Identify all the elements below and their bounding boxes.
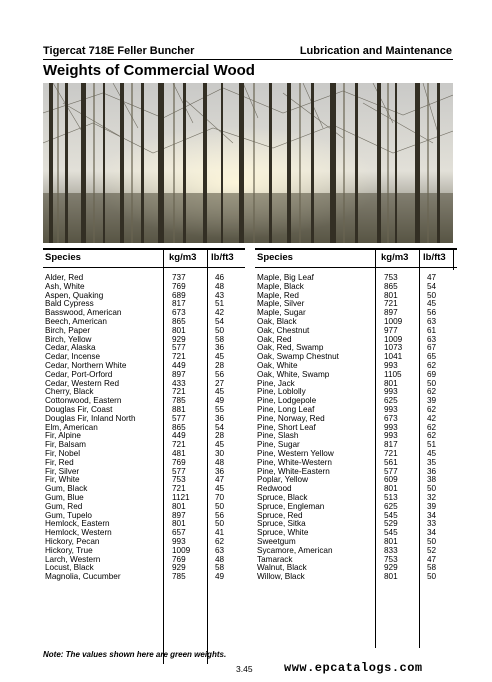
lbft3-cell: 47: [427, 554, 437, 564]
forest-photo: [43, 83, 453, 243]
kgm3-cell: 801: [384, 378, 398, 388]
lbft3-cell: 27: [215, 378, 225, 388]
kgm3-cell: 545: [384, 528, 398, 538]
species-cell: Walnut, Black: [257, 563, 307, 573]
species-cell: Oak, Chestnut: [257, 325, 310, 335]
lbft3-cell: 34: [427, 510, 437, 520]
page-number: 3.45: [236, 664, 253, 674]
species-cell: Maple, Big Leaf: [257, 273, 314, 282]
species-cell: Aspen, Quaking: [45, 290, 104, 300]
species-cell: Redwood: [257, 484, 292, 494]
lbft3-cell: 47: [427, 273, 437, 282]
kgm3-cell: 817: [172, 299, 186, 309]
kgm3-cell: 769: [172, 457, 186, 467]
species-cell: Fir, Balsam: [45, 440, 86, 450]
lbft3-cell: 62: [427, 387, 437, 397]
kgm3-cell: 673: [384, 413, 398, 423]
species-cell: Spruce, Sitka: [257, 519, 306, 529]
species-cell: Cherry, Black: [45, 387, 94, 397]
species-cell: Maple, Red: [257, 290, 299, 300]
lbft3-cell: 69: [427, 369, 437, 379]
lbft3-cell: 50: [427, 290, 437, 300]
col-species-header: Species: [45, 252, 81, 263]
lbft3-cell: 63: [427, 334, 437, 344]
kgm3-cell: 801: [384, 290, 398, 300]
lbft3-cell: 50: [215, 325, 225, 335]
lbft3-cell: 51: [215, 299, 225, 309]
lbft3-cell: 58: [215, 334, 225, 344]
species-cell: Alder, Red: [45, 273, 84, 282]
kgm3-cell: 753: [384, 554, 398, 564]
kgm3-cell: 865: [172, 422, 186, 432]
lbft3-cell: 45: [215, 440, 225, 450]
kgm3-cell: 977: [384, 325, 398, 335]
species-cell: Basswood, American: [45, 308, 122, 318]
kgm3-cell: 433: [172, 378, 186, 388]
lbft3-cell: 58: [427, 563, 437, 573]
species-cell: Ash, White: [45, 281, 85, 291]
lbft3-cell: 39: [427, 396, 437, 406]
kgm3-cell: 1105: [384, 369, 402, 379]
species-cell: Pine, White-Western: [257, 457, 332, 467]
lbft3-cell: 50: [427, 484, 437, 494]
lbft3-cell: 41: [215, 528, 225, 538]
kgm3-cell: 529: [384, 519, 398, 529]
lbft3-cell: 67: [427, 343, 437, 353]
kgm3-cell: 625: [384, 501, 398, 511]
col-lbft3-header: lb/ft3: [211, 252, 234, 263]
species-cell: Maple, Black: [257, 281, 304, 291]
lbft3-cell: 62: [427, 431, 437, 441]
kgm3-cell: 721: [172, 440, 186, 450]
kgm3-cell: 753: [172, 475, 186, 485]
kgm3-cell: 721: [384, 448, 398, 458]
kgm3-cell: 929: [384, 563, 398, 573]
species-cell: Cedar, Western Red: [45, 378, 120, 388]
kgm3-cell: 897: [172, 510, 186, 520]
species-cell: Cedar, Alaska: [45, 343, 96, 353]
kgm3-cell: 769: [172, 554, 186, 564]
lbft3-cell: 50: [427, 572, 437, 582]
lbft3-cell: 45: [215, 484, 225, 494]
kgm3-cell: 449: [172, 431, 186, 441]
species-cell: Pine, Norway, Red: [257, 413, 325, 423]
lbft3-cell: 39: [427, 501, 437, 511]
species-cell: Douglas Fir, Coast: [45, 404, 113, 414]
lbft3-cell: 35: [427, 457, 437, 467]
kgm3-cell: 993: [172, 536, 186, 546]
lbft3-cell: 49: [215, 396, 225, 406]
species-cell: Locust, Black: [45, 563, 94, 573]
lbft3-cell: 62: [427, 360, 437, 370]
kgm3-cell: 801: [172, 519, 186, 529]
lbft3-cell: 30: [215, 448, 225, 458]
weights-table-left: [43, 248, 245, 582]
lbft3-cell: 54: [427, 281, 437, 291]
species-cell: Oak, White, Swamp: [257, 369, 330, 379]
species-cell: Bald Cypress: [45, 299, 94, 309]
species-cell: Fir, Alpine: [45, 431, 81, 441]
species-cell: Oak, Red: [257, 334, 292, 344]
species-cell: Pine, Western Yellow: [257, 448, 334, 458]
kgm3-cell: 1009: [384, 316, 403, 326]
header-left: Tigercat 718E Feller Buncher: [43, 45, 195, 57]
kgm3-cell: 609: [384, 475, 398, 485]
lbft3-cell: 52: [427, 545, 437, 555]
species-cell: Hemlock, Western: [45, 528, 112, 538]
weights-table-right: [255, 248, 457, 582]
species-cell: Magnolia, Cucumber: [45, 572, 121, 582]
lbft3-cell: 48: [215, 457, 225, 467]
kgm3-cell: 1041: [384, 352, 403, 362]
lbft3-cell: 32: [427, 492, 437, 502]
kgm3-cell: 881: [172, 404, 186, 414]
kgm3-cell: 1009: [384, 334, 403, 344]
table-header: [43, 248, 245, 268]
column-divider: [453, 248, 454, 270]
lbft3-cell: 63: [427, 316, 437, 326]
lbft3-cell: 36: [215, 466, 225, 476]
lbft3-cell: 47: [215, 475, 225, 485]
kgm3-cell: 993: [384, 431, 398, 441]
header-right: Lubrication and Maintenance: [299, 45, 452, 57]
species-cell: Pine, Long Leaf: [257, 404, 315, 414]
species-cell: Oak, Red, Swamp: [257, 343, 324, 353]
species-cell: Spruce, Engleman: [257, 501, 325, 511]
kgm3-cell: 689: [172, 290, 186, 300]
species-cell: Hemlock, Eastern: [45, 519, 110, 529]
lbft3-cell: 42: [215, 308, 225, 318]
kgm3-cell: 577: [172, 413, 186, 423]
kgm3-cell: 929: [172, 334, 186, 344]
lbft3-cell: 56: [427, 308, 437, 318]
species-cell: Spruce, Black: [257, 492, 308, 502]
species-cell: Maple, Silver: [257, 299, 305, 309]
table-header: [255, 248, 457, 268]
kgm3-cell: 833: [384, 545, 398, 555]
species-cell: Pine, White-Eastern: [257, 466, 330, 476]
lbft3-cell: 61: [427, 325, 437, 335]
species-cell: Pine, Lodgepole: [257, 396, 317, 406]
species-cell: Cedar, Port-Orford: [45, 369, 113, 379]
kgm3-cell: 721: [172, 387, 186, 397]
kgm3-cell: 625: [384, 396, 398, 406]
kgm3-cell: 577: [172, 466, 186, 476]
lbft3-cell: 33: [427, 519, 437, 529]
species-cell: Pine, Loblolly: [257, 387, 306, 397]
species-cell: Oak, Black: [257, 316, 297, 326]
species-cell: Pine, Jack: [257, 378, 295, 388]
species-cell: Fir, Silver: [45, 466, 80, 476]
kgm3-cell: 993: [384, 360, 398, 370]
species-cell: Fir, White: [45, 475, 80, 485]
header-rule: [43, 59, 453, 60]
kgm3-cell: 1121: [172, 492, 190, 502]
kgm3-cell: 1073: [384, 343, 403, 353]
lbft3-cell: 62: [427, 404, 437, 414]
kgm3-cell: 673: [172, 308, 186, 318]
lbft3-cell: 36: [215, 343, 225, 353]
lbft3-cell: 65: [427, 352, 437, 362]
kgm3-cell: 801: [172, 325, 186, 335]
lbft3-cell: 54: [215, 316, 225, 326]
species-cell: Gum, Tupelo: [45, 510, 92, 520]
species-cell: Spruce, White: [257, 528, 309, 538]
table-body: [255, 274, 457, 582]
lbft3-cell: 34: [427, 528, 437, 538]
lbft3-cell: 48: [215, 554, 225, 564]
page-title: Weights of Commercial Wood: [43, 62, 255, 79]
kgm3-cell: 721: [172, 484, 186, 494]
col-species-header: Species: [257, 252, 293, 263]
table-body: [43, 274, 245, 582]
kgm3-cell: 737: [172, 273, 186, 282]
species-cell: Sweetgum: [257, 536, 296, 546]
kgm3-cell: 897: [384, 308, 398, 318]
kgm3-cell: 801: [172, 501, 186, 511]
kgm3-cell: 993: [384, 404, 398, 414]
kgm3-cell: 657: [172, 528, 186, 538]
lbft3-cell: 36: [427, 466, 437, 476]
lbft3-cell: 28: [215, 360, 225, 370]
species-cell: Sycamore, American: [257, 545, 333, 555]
kgm3-cell: 449: [172, 360, 186, 370]
species-cell: Gum, Blue: [45, 492, 84, 502]
kgm3-cell: 801: [384, 572, 398, 582]
kgm3-cell: 577: [384, 466, 398, 476]
kgm3-cell: 1009: [172, 545, 191, 555]
kgm3-cell: 561: [384, 457, 398, 467]
table-row: [43, 573, 245, 582]
lbft3-cell: 54: [215, 422, 225, 432]
lbft3-cell: 70: [215, 492, 225, 502]
kgm3-cell: 929: [172, 563, 186, 573]
species-cell: Gum, Red: [45, 501, 83, 511]
species-cell: Pine, Slash: [257, 431, 299, 441]
species-cell: Larch, Western: [45, 554, 101, 564]
lbft3-cell: 49: [215, 572, 225, 582]
species-cell: Oak, Swamp Chestnut: [257, 352, 339, 362]
kgm3-cell: 801: [384, 536, 398, 546]
kgm3-cell: 993: [384, 422, 398, 432]
species-cell: Hickory, Pecan: [45, 536, 100, 546]
lbft3-cell: 50: [427, 536, 437, 546]
kgm3-cell: 785: [172, 572, 186, 582]
col-kgm3-header: kg/m3: [381, 252, 409, 263]
lbft3-cell: 51: [427, 440, 437, 450]
species-cell: Poplar, Yellow: [257, 475, 308, 485]
kgm3-cell: 865: [384, 281, 398, 291]
lbft3-cell: 45: [427, 299, 437, 309]
species-cell: Cedar, Northern White: [45, 360, 127, 370]
lbft3-cell: 56: [215, 369, 225, 379]
lbft3-cell: 55: [215, 404, 225, 414]
lbft3-cell: 50: [427, 378, 437, 388]
lbft3-cell: 45: [215, 352, 225, 362]
kgm3-cell: 785: [172, 396, 186, 406]
species-cell: Willow, Black: [257, 572, 305, 582]
kgm3-cell: 721: [384, 299, 398, 309]
kgm3-cell: 769: [172, 281, 186, 291]
lbft3-cell: 38: [427, 475, 437, 485]
species-cell: Fir, Nobel: [45, 448, 81, 458]
col-lbft3-header: lb/ft3: [423, 252, 446, 263]
col-kgm3-header: kg/m3: [169, 252, 197, 263]
species-cell: Spruce, Red: [257, 510, 303, 520]
species-cell: Hickory, True: [45, 545, 93, 555]
lbft3-cell: 58: [215, 563, 225, 573]
lbft3-cell: 42: [427, 413, 437, 423]
kgm3-cell: 545: [384, 510, 398, 520]
lbft3-cell: 62: [427, 422, 437, 432]
species-cell: Birch, Yellow: [45, 334, 92, 344]
lbft3-cell: 62: [215, 536, 225, 546]
lbft3-cell: 36: [215, 413, 225, 423]
footnote: Note: The values shown here are green weights.: [43, 650, 227, 659]
species-cell: Fir, Red: [45, 457, 74, 467]
kgm3-cell: 721: [172, 352, 186, 362]
kgm3-cell: 993: [384, 387, 398, 397]
lbft3-cell: 50: [215, 501, 225, 511]
species-cell: Elm, American: [45, 422, 98, 432]
species-cell: Beech, American: [45, 316, 107, 326]
lbft3-cell: 46: [215, 273, 225, 282]
kgm3-cell: 897: [172, 369, 186, 379]
species-cell: Gum, Black: [45, 484, 88, 494]
species-cell: Pine, Short Leaf: [257, 422, 316, 432]
kgm3-cell: 801: [384, 484, 398, 494]
lbft3-cell: 56: [215, 510, 225, 520]
kgm3-cell: 753: [384, 273, 398, 282]
species-cell: Cedar, Incense: [45, 352, 101, 362]
species-cell: Birch, Paper: [45, 325, 91, 335]
kgm3-cell: 513: [384, 492, 398, 502]
kgm3-cell: 481: [172, 448, 186, 458]
species-cell: Cottonwood, Eastern: [45, 396, 122, 406]
kgm3-cell: 577: [172, 343, 186, 353]
watermark-url: www.epcatalogs.com: [284, 661, 423, 675]
lbft3-cell: 48: [215, 281, 225, 291]
kgm3-cell: 817: [384, 440, 398, 450]
lbft3-cell: 43: [215, 290, 225, 300]
species-cell: Oak, White: [257, 360, 298, 370]
kgm3-cell: 865: [172, 316, 186, 326]
table-row: [255, 573, 457, 582]
species-cell: Tamarack: [257, 554, 293, 564]
species-cell: Pine, Sugar: [257, 440, 300, 450]
lbft3-cell: 45: [215, 387, 225, 397]
lbft3-cell: 45: [427, 448, 437, 458]
lbft3-cell: 50: [215, 519, 225, 529]
species-cell: Maple, Sugar: [257, 308, 306, 318]
lbft3-cell: 63: [215, 545, 225, 555]
species-cell: Douglas Fir, Inland North: [45, 413, 136, 423]
lbft3-cell: 28: [215, 431, 225, 441]
